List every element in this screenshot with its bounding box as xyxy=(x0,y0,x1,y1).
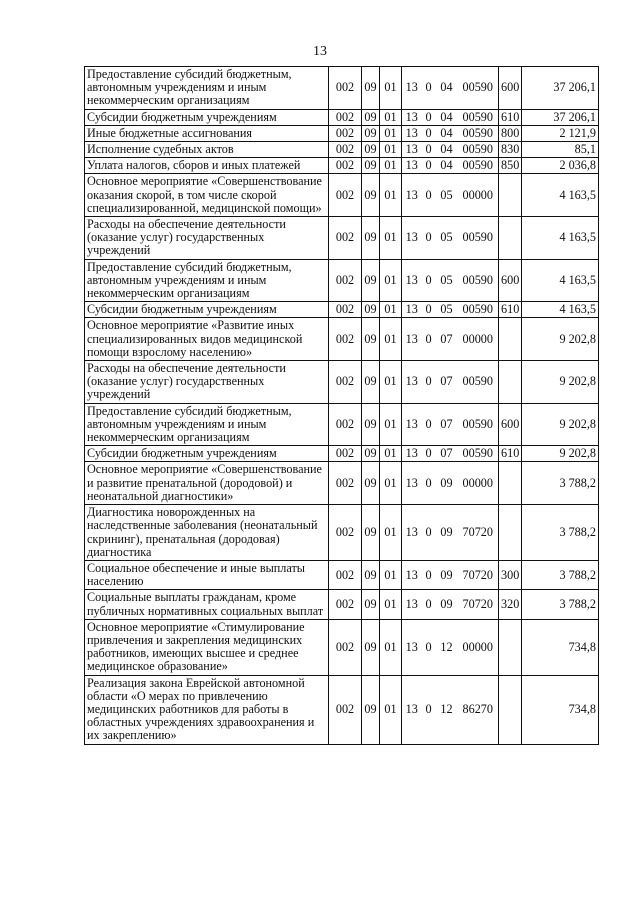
row-amount: 4 163,5 xyxy=(522,174,599,217)
row-subsection-code: 01 xyxy=(380,619,402,675)
row-amount: 9 202,8 xyxy=(522,446,599,462)
row-subsection-code: 01 xyxy=(380,125,402,141)
row-name: Субсидии бюджетным учреждениям xyxy=(85,446,329,462)
row-target-code-1: 13 xyxy=(402,67,422,110)
table-row xyxy=(85,675,599,744)
row-target-code-3: 04 xyxy=(436,158,458,174)
row-target-code-2: 0 xyxy=(422,619,436,675)
row-ved-code: 002 xyxy=(329,318,362,361)
row-subsection-code: 01 xyxy=(380,361,402,404)
row-section-code: 09 xyxy=(362,446,380,462)
row-amount: 9 202,8 xyxy=(522,361,599,404)
row-target-code-2: 0 xyxy=(422,125,436,141)
row-target-code-4: 00590 xyxy=(458,403,499,446)
row-target-code-2: 0 xyxy=(422,462,436,505)
row-subsection-code: 01 xyxy=(380,158,402,174)
row-target-code-1: 13 xyxy=(402,462,422,505)
row-ved-code: 002 xyxy=(329,109,362,125)
row-target-code-4: 00590 xyxy=(458,302,499,318)
row-target-code-3: 04 xyxy=(436,142,458,158)
row-expense-type xyxy=(499,462,522,505)
row-ved-code: 002 xyxy=(329,174,362,217)
row-target-code-1: 13 xyxy=(402,619,422,675)
row-name: Расходы на обеспечение деятельности (оказание услуг) государственных учреждений xyxy=(85,217,329,260)
row-expense-type: 800 xyxy=(499,125,522,141)
row-target-code-4: 00590 xyxy=(458,217,499,260)
row-expense-type xyxy=(499,619,522,675)
row-expense-type: 600 xyxy=(499,67,522,110)
row-subsection-code: 01 xyxy=(380,505,402,561)
row-section-code: 09 xyxy=(362,403,380,446)
row-section-code: 09 xyxy=(362,675,380,744)
row-amount: 4 163,5 xyxy=(522,217,599,260)
table-row xyxy=(85,462,599,505)
row-target-code-2: 0 xyxy=(422,302,436,318)
row-amount: 3 788,2 xyxy=(522,505,599,561)
row-expense-type: 610 xyxy=(499,446,522,462)
table-row xyxy=(85,619,599,675)
row-target-code-2: 0 xyxy=(422,174,436,217)
row-name: Предоставление субсидий бюджетным, автономным учреждениям и иным некоммерческим организациям xyxy=(85,67,329,110)
row-target-code-3: 09 xyxy=(436,505,458,561)
row-amount: 2 121,9 xyxy=(522,125,599,141)
budget-table xyxy=(84,66,599,745)
row-target-code-1: 13 xyxy=(402,446,422,462)
row-target-code-1: 13 xyxy=(402,361,422,404)
row-target-code-2: 0 xyxy=(422,590,436,619)
row-ved-code: 002 xyxy=(329,259,362,302)
row-target-code-3: 05 xyxy=(436,217,458,260)
row-target-code-4: 00590 xyxy=(458,142,499,158)
row-section-code: 09 xyxy=(362,302,380,318)
row-target-code-3: 04 xyxy=(436,125,458,141)
row-name: Иные бюджетные ассигнования xyxy=(85,125,329,141)
row-name: Основное мероприятие «Развитие иных специализированных видов медицинской помощи взрослому населению» xyxy=(85,318,329,361)
row-section-code: 09 xyxy=(362,67,380,110)
row-expense-type xyxy=(499,217,522,260)
row-target-code-3: 12 xyxy=(436,619,458,675)
row-target-code-2: 0 xyxy=(422,560,436,589)
row-amount: 4 163,5 xyxy=(522,302,599,318)
row-expense-type xyxy=(499,361,522,404)
row-target-code-1: 13 xyxy=(402,675,422,744)
row-name: Предоставление субсидий бюджетным, автономным учреждениям и иным некоммерческим организациям xyxy=(85,259,329,302)
table-row xyxy=(85,109,599,125)
row-section-code: 09 xyxy=(362,361,380,404)
row-amount: 37 206,1 xyxy=(522,67,599,110)
row-ved-code: 002 xyxy=(329,217,362,260)
row-target-code-3: 12 xyxy=(436,675,458,744)
row-expense-type xyxy=(499,174,522,217)
table-row xyxy=(85,67,599,110)
row-section-code: 09 xyxy=(362,174,380,217)
row-expense-type xyxy=(499,318,522,361)
row-expense-type: 610 xyxy=(499,109,522,125)
row-target-code-1: 13 xyxy=(402,142,422,158)
row-target-code-4: 70720 xyxy=(458,590,499,619)
row-name: Социальное обеспечение и иные выплаты населению xyxy=(85,560,329,589)
row-amount: 734,8 xyxy=(522,619,599,675)
row-target-code-1: 13 xyxy=(402,174,422,217)
row-target-code-3: 07 xyxy=(436,318,458,361)
row-expense-type: 600 xyxy=(499,403,522,446)
row-name: Реализация закона Еврейской автономной области «О мерах по привлечению медицинских работников для работы в областных учреждениях здравоохранения и их закреплению» xyxy=(85,675,329,744)
row-amount: 734,8 xyxy=(522,675,599,744)
row-subsection-code: 01 xyxy=(380,560,402,589)
row-name: Диагностика новорожденных на наследственные заболевания (неонатальный скрининг), пренатальная (дородовая) диагностика xyxy=(85,505,329,561)
row-target-code-2: 0 xyxy=(422,67,436,110)
row-subsection-code: 01 xyxy=(380,318,402,361)
row-name: Основное мероприятие «Совершенствование и развитие пренатальной (дородовой) и неонатальной диагностики» xyxy=(85,462,329,505)
row-name: Предоставление субсидий бюджетным, автономным учреждениям и иным некоммерческим организациям xyxy=(85,403,329,446)
row-target-code-3: 04 xyxy=(436,109,458,125)
row-target-code-3: 05 xyxy=(436,174,458,217)
row-target-code-2: 0 xyxy=(422,403,436,446)
row-target-code-2: 0 xyxy=(422,675,436,744)
row-target-code-1: 13 xyxy=(402,403,422,446)
table-row xyxy=(85,174,599,217)
row-name: Исполнение судебных актов xyxy=(85,142,329,158)
row-target-code-4: 00590 xyxy=(458,446,499,462)
row-name: Субсидии бюджетным учреждениям xyxy=(85,109,329,125)
row-target-code-2: 0 xyxy=(422,318,436,361)
row-amount: 9 202,8 xyxy=(522,318,599,361)
row-expense-type: 610 xyxy=(499,302,522,318)
row-target-code-3: 07 xyxy=(436,361,458,404)
row-target-code-2: 0 xyxy=(422,361,436,404)
row-ved-code: 002 xyxy=(329,675,362,744)
row-expense-type xyxy=(499,675,522,744)
row-name: Основное мероприятие «Совершенствование оказания скорой, в том числе скорой специализированной, медицинской помощи» xyxy=(85,174,329,217)
row-expense-type: 320 xyxy=(499,590,522,619)
row-target-code-1: 13 xyxy=(402,302,422,318)
row-expense-type: 300 xyxy=(499,560,522,589)
row-amount: 2 036,8 xyxy=(522,158,599,174)
row-target-code-2: 0 xyxy=(422,446,436,462)
row-name: Расходы на обеспечение деятельности (оказание услуг) государственных учреждений xyxy=(85,361,329,404)
row-ved-code: 002 xyxy=(329,125,362,141)
row-amount: 37 206,1 xyxy=(522,109,599,125)
row-subsection-code: 01 xyxy=(380,590,402,619)
page-number: 13 xyxy=(313,44,327,59)
row-expense-type: 830 xyxy=(499,142,522,158)
row-subsection-code: 01 xyxy=(380,142,402,158)
row-expense-type: 600 xyxy=(499,259,522,302)
row-section-code: 09 xyxy=(362,505,380,561)
row-subsection-code: 01 xyxy=(380,109,402,125)
row-target-code-2: 0 xyxy=(422,505,436,561)
table-row xyxy=(85,142,599,158)
row-target-code-3: 09 xyxy=(436,590,458,619)
row-target-code-4: 00590 xyxy=(458,109,499,125)
table-row xyxy=(85,158,599,174)
row-target-code-4: 00000 xyxy=(458,174,499,217)
row-amount: 3 788,2 xyxy=(522,560,599,589)
table-row xyxy=(85,217,599,260)
row-target-code-3: 04 xyxy=(436,67,458,110)
row-target-code-1: 13 xyxy=(402,560,422,589)
table-row xyxy=(85,361,599,404)
row-target-code-2: 0 xyxy=(422,217,436,260)
row-target-code-2: 0 xyxy=(422,142,436,158)
row-target-code-3: 05 xyxy=(436,302,458,318)
row-subsection-code: 01 xyxy=(380,302,402,318)
row-subsection-code: 01 xyxy=(380,403,402,446)
row-name: Основное мероприятие «Стимулирование привлечения и закрепления медицинских работников, имеющих высшее и среднее медицинское образование» xyxy=(85,619,329,675)
row-target-code-1: 13 xyxy=(402,125,422,141)
row-target-code-4: 00590 xyxy=(458,158,499,174)
row-expense-type: 850 xyxy=(499,158,522,174)
row-ved-code: 002 xyxy=(329,505,362,561)
row-target-code-3: 07 xyxy=(436,446,458,462)
row-ved-code: 002 xyxy=(329,361,362,404)
row-target-code-1: 13 xyxy=(402,318,422,361)
row-target-code-4: 00000 xyxy=(458,462,499,505)
row-subsection-code: 01 xyxy=(380,217,402,260)
row-section-code: 09 xyxy=(362,462,380,505)
row-target-code-4: 00590 xyxy=(458,67,499,110)
row-ved-code: 002 xyxy=(329,590,362,619)
row-name: Уплата налогов, сборов и иных платежей xyxy=(85,158,329,174)
table-row xyxy=(85,560,599,589)
row-target-code-1: 13 xyxy=(402,217,422,260)
row-section-code: 09 xyxy=(362,158,380,174)
table-row xyxy=(85,446,599,462)
row-target-code-4: 00000 xyxy=(458,619,499,675)
row-ved-code: 002 xyxy=(329,158,362,174)
row-section-code: 09 xyxy=(362,109,380,125)
table-row xyxy=(85,125,599,141)
table-row xyxy=(85,259,599,302)
row-target-code-1: 13 xyxy=(402,259,422,302)
row-subsection-code: 01 xyxy=(380,462,402,505)
row-amount: 3 788,2 xyxy=(522,462,599,505)
row-ved-code: 002 xyxy=(329,142,362,158)
row-amount: 4 163,5 xyxy=(522,259,599,302)
row-section-code: 09 xyxy=(362,560,380,589)
row-section-code: 09 xyxy=(362,318,380,361)
row-target-code-2: 0 xyxy=(422,158,436,174)
row-target-code-2: 0 xyxy=(422,259,436,302)
row-ved-code: 002 xyxy=(329,446,362,462)
row-ved-code: 002 xyxy=(329,619,362,675)
row-subsection-code: 01 xyxy=(380,446,402,462)
row-target-code-4: 86270 xyxy=(458,675,499,744)
row-ved-code: 002 xyxy=(329,560,362,589)
row-ved-code: 002 xyxy=(329,462,362,505)
row-expense-type xyxy=(499,505,522,561)
table-row xyxy=(85,590,599,619)
row-target-code-1: 13 xyxy=(402,109,422,125)
table-row xyxy=(85,505,599,561)
row-target-code-3: 05 xyxy=(436,259,458,302)
row-target-code-1: 13 xyxy=(402,158,422,174)
row-subsection-code: 01 xyxy=(380,675,402,744)
row-target-code-4: 70720 xyxy=(458,505,499,561)
row-section-code: 09 xyxy=(362,259,380,302)
row-target-code-4: 00590 xyxy=(458,125,499,141)
row-subsection-code: 01 xyxy=(380,259,402,302)
row-target-code-4: 00590 xyxy=(458,259,499,302)
row-subsection-code: 01 xyxy=(380,67,402,110)
table-row xyxy=(85,302,599,318)
table-row xyxy=(85,403,599,446)
row-subsection-code: 01 xyxy=(380,174,402,217)
row-amount: 3 788,2 xyxy=(522,590,599,619)
row-target-code-3: 09 xyxy=(436,560,458,589)
table-row xyxy=(85,318,599,361)
row-target-code-4: 00590 xyxy=(458,361,499,404)
row-target-code-2: 0 xyxy=(422,109,436,125)
row-section-code: 09 xyxy=(362,125,380,141)
row-ved-code: 002 xyxy=(329,403,362,446)
row-name: Социальные выплаты гражданам, кроме публичных нормативных социальных выплат xyxy=(85,590,329,619)
row-target-code-1: 13 xyxy=(402,505,422,561)
row-section-code: 09 xyxy=(362,619,380,675)
row-target-code-3: 07 xyxy=(436,403,458,446)
row-section-code: 09 xyxy=(362,142,380,158)
row-name: Субсидии бюджетным учреждениям xyxy=(85,302,329,318)
row-target-code-3: 09 xyxy=(436,462,458,505)
row-target-code-4: 70720 xyxy=(458,560,499,589)
row-ved-code: 002 xyxy=(329,302,362,318)
row-section-code: 09 xyxy=(362,590,380,619)
row-target-code-1: 13 xyxy=(402,590,422,619)
row-ved-code: 002 xyxy=(329,67,362,110)
row-section-code: 09 xyxy=(362,217,380,260)
row-target-code-4: 00000 xyxy=(458,318,499,361)
row-amount: 85,1 xyxy=(522,142,599,158)
row-amount: 9 202,8 xyxy=(522,403,599,446)
